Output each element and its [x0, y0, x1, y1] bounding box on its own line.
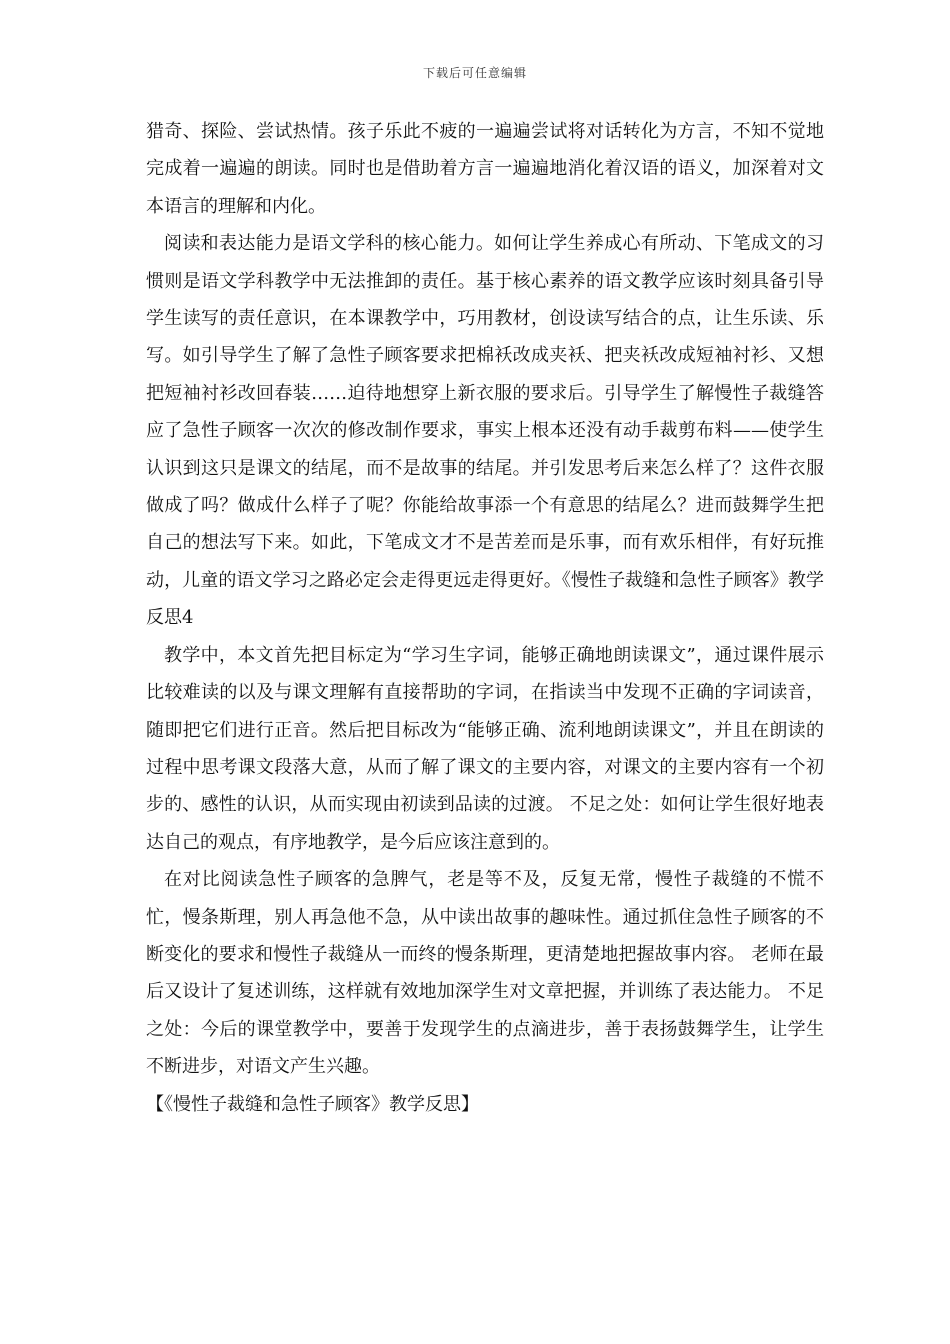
paragraph-reading-writing: 阅读和表达能力是语文学科的核心能力。如何让学生养成心有所动、下笔成文的习惯则是语文学科教学中无法推卸的责任。基于核心素养的语文教学应该时刻具备引导学生读写的责任意识，在本课教学中，巧用教材，创设读写结合的点，让生乐读、乐写。如引导学生了解了急性子顾客要求把棉袄改成夹袄、把夹袄改成短袖衬衫、又想把短袖衬衫改回春装……迫待地想穿上新衣服的要求后。引导学生了解慢性子裁缝答应了急性子顾客一次次的修改制作要求，事实上根本还没有动手裁剪布料——使学生认识到这只是课文的结尾，而不是故事的结尾。并引发思考后来怎么样了？这件衣服做成了吗？做成什么样子了呢？你能给故事添一个有意思的结尾么？进而鼓舞学生把自己的想法写下来。如此，下笔成文才不是苦差而是乐事，而有欢乐相伴，有好玩推动，儿童的语文学习之路必定会走得更远走得更好。《慢性子裁缝和急性子顾客》教学反思4 [146, 233, 824, 629]
paragraph-continuation: 猎奇、探险、尝试热情。孩子乐此不疲的一遍遍尝试将对话转化为方言，不知不觉地完成着一遍遍的朗读。同时也是借助着方言一遍遍地消化着汉语的语义，加深着对文本语言的理解和内化。 [146, 121, 824, 217]
paragraph-comparative-reading: 在对比阅读急性子顾客的急脾气，老是等不及，反复无常，慢性子裁缝的不慌不忙，慢条斯理，别人再急他不急，从中读出故事的趣味性。通过抓住急性子顾客的不断变化的要求和慢性子裁缝从一而终的慢条斯理，更清楚地把握故事内容。 老师在最后又设计了复述训练，这样就有效地加深学生对文章把握，并训练了表达能力。 不足之处：今后的课堂教学中，要善于发现学生的点滴进步，善于表扬鼓舞学生，让学生不断进步，对语文产生兴趣。 [146, 869, 824, 1078]
document-body [146, 113, 824, 1123]
paragraph-teaching-goals: 教学中，本文首先把目标定为“学习生字词，能够正确地朗读课文”，通过课件展示比较难读的以及与课文理解有直接帮助的字词，在指读当中发现不正确的字词读音，随即把它们进行正音。然后把目标改为“能够正确、流利地朗读课文”，并且在朗读的过程中思考课文段落大意，从而了解了课文的主要内容，对课文的主要内容有一个初步的、感性的认识，从而实现由初读到品读的过渡。 不足之处：如何让学生很好地表达自己的观点，有序地教学，是今后应该注意到的。 [146, 644, 824, 853]
page-header: 下载后可任意编辑 [422, 66, 527, 80]
document-closing-title: 【《慢性子裁缝和急性子顾客》教学反思】 [146, 1093, 479, 1115]
